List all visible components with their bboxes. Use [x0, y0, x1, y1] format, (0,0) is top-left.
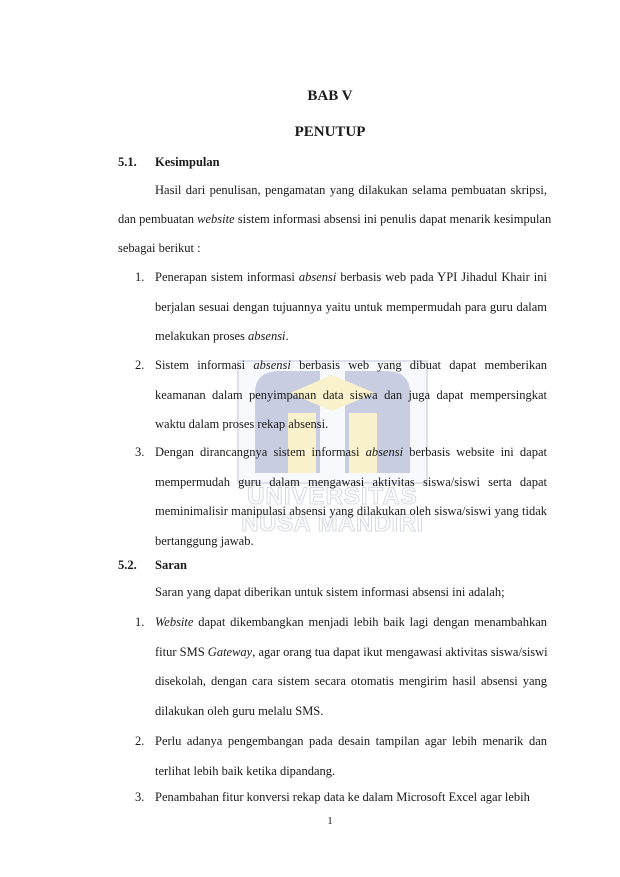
- section-title: Saran: [155, 558, 187, 572]
- text-line: disekolah, dengan cara sistem secara otomatis mengirim hasil absensi yang: [155, 674, 547, 688]
- italic-term: absensi: [298, 270, 337, 284]
- text-line: Perlu adanya pengembangan pada desain tampilan agar lebih menarik dan: [155, 734, 547, 748]
- text-line: fitur SMS Gateway, agar orang tua dapat ikut mengawasi aktivitas siswa/siswi: [155, 644, 548, 659]
- italic-term: website: [197, 212, 235, 226]
- watermark-line-1: UNIVERSITAS: [247, 483, 418, 510]
- list-item-number: 3.: [135, 790, 145, 804]
- page-number: 1: [327, 815, 333, 827]
- text-line: sebagai berikut :: [118, 241, 201, 255]
- text-line: keamanan dalam penyimpanan data siswa dan juga dapat mempersingkat: [155, 387, 547, 402]
- text-line: meminimalisir manipulasi absensi yang dilakukan oleh siswa/siswi yang tidak: [155, 504, 547, 518]
- list-item-number: 2.: [135, 734, 145, 748]
- text-line: melakukan proses absensi.: [155, 329, 289, 343]
- list-item-number: 2.: [135, 358, 145, 372]
- section-number: 5.1.: [118, 155, 137, 169]
- text-line: Website dapat dikembangkan menjadi lebih baik lagi dengan menambahkan: [155, 615, 547, 629]
- chapter-title: PENUTUP: [294, 124, 366, 140]
- italic-term: Website: [155, 615, 194, 629]
- section-2-intro: Saran yang dapat diberikan untuk sistem informasi absensi ini adalah;: [155, 585, 505, 599]
- text-line: waktu dalam proses rekap absensi.: [155, 417, 329, 431]
- text-line: mempermudah guru dalam mengawasi aktivitas siswa/siswi serta dapat: [155, 474, 547, 489]
- section-number: 5.2.: [118, 558, 137, 572]
- chapter-label: BAB V: [307, 88, 353, 104]
- italic-term: absensi: [248, 329, 286, 343]
- text-line: Penambahan fitur konversi rekap data ke dalam Microsoft Excel agar lebih: [155, 790, 530, 804]
- text-line: Penerapan sistem informasi absensi berbasis web pada YPI Jihadul Khair ini: [155, 270, 547, 284]
- text-line: Sistem informasi absensi berbasis web yang dibuat dapat memberikan: [155, 358, 547, 372]
- section-title: Kesimpulan: [155, 155, 220, 169]
- text-line: berjalan sesuai dengan tujuannya yaitu untuk mempermudah para guru dalam: [155, 299, 547, 314]
- list-item-number: 1.: [135, 270, 145, 284]
- italic-term: absensi: [253, 358, 291, 372]
- text-line: dilakukan oleh guru melalu SMS.: [155, 703, 324, 718]
- text-line: Dengan dirancangnya sistem informasi absensi berbasis website ini dapat: [155, 445, 547, 459]
- text-line: bertanggung jawab.: [155, 533, 254, 548]
- text-line: terlihat lebih baik ketika dipandang.: [155, 763, 336, 778]
- text-line: dan pembuatan website sistem informasi absensi ini penulis dapat menarik kesimpulan: [118, 212, 552, 226]
- text-line: Hasil dari penulisan, pengamatan yang dilakukan selama pembuatan skripsi,: [155, 183, 547, 197]
- list-item-number: 1.: [135, 615, 145, 629]
- italic-term: Gateway: [207, 644, 253, 659]
- italic-term: absensi: [365, 445, 404, 459]
- list-item-number: 3.: [135, 445, 145, 459]
- watermark-line-2: NUSA MANDIRI: [241, 510, 424, 537]
